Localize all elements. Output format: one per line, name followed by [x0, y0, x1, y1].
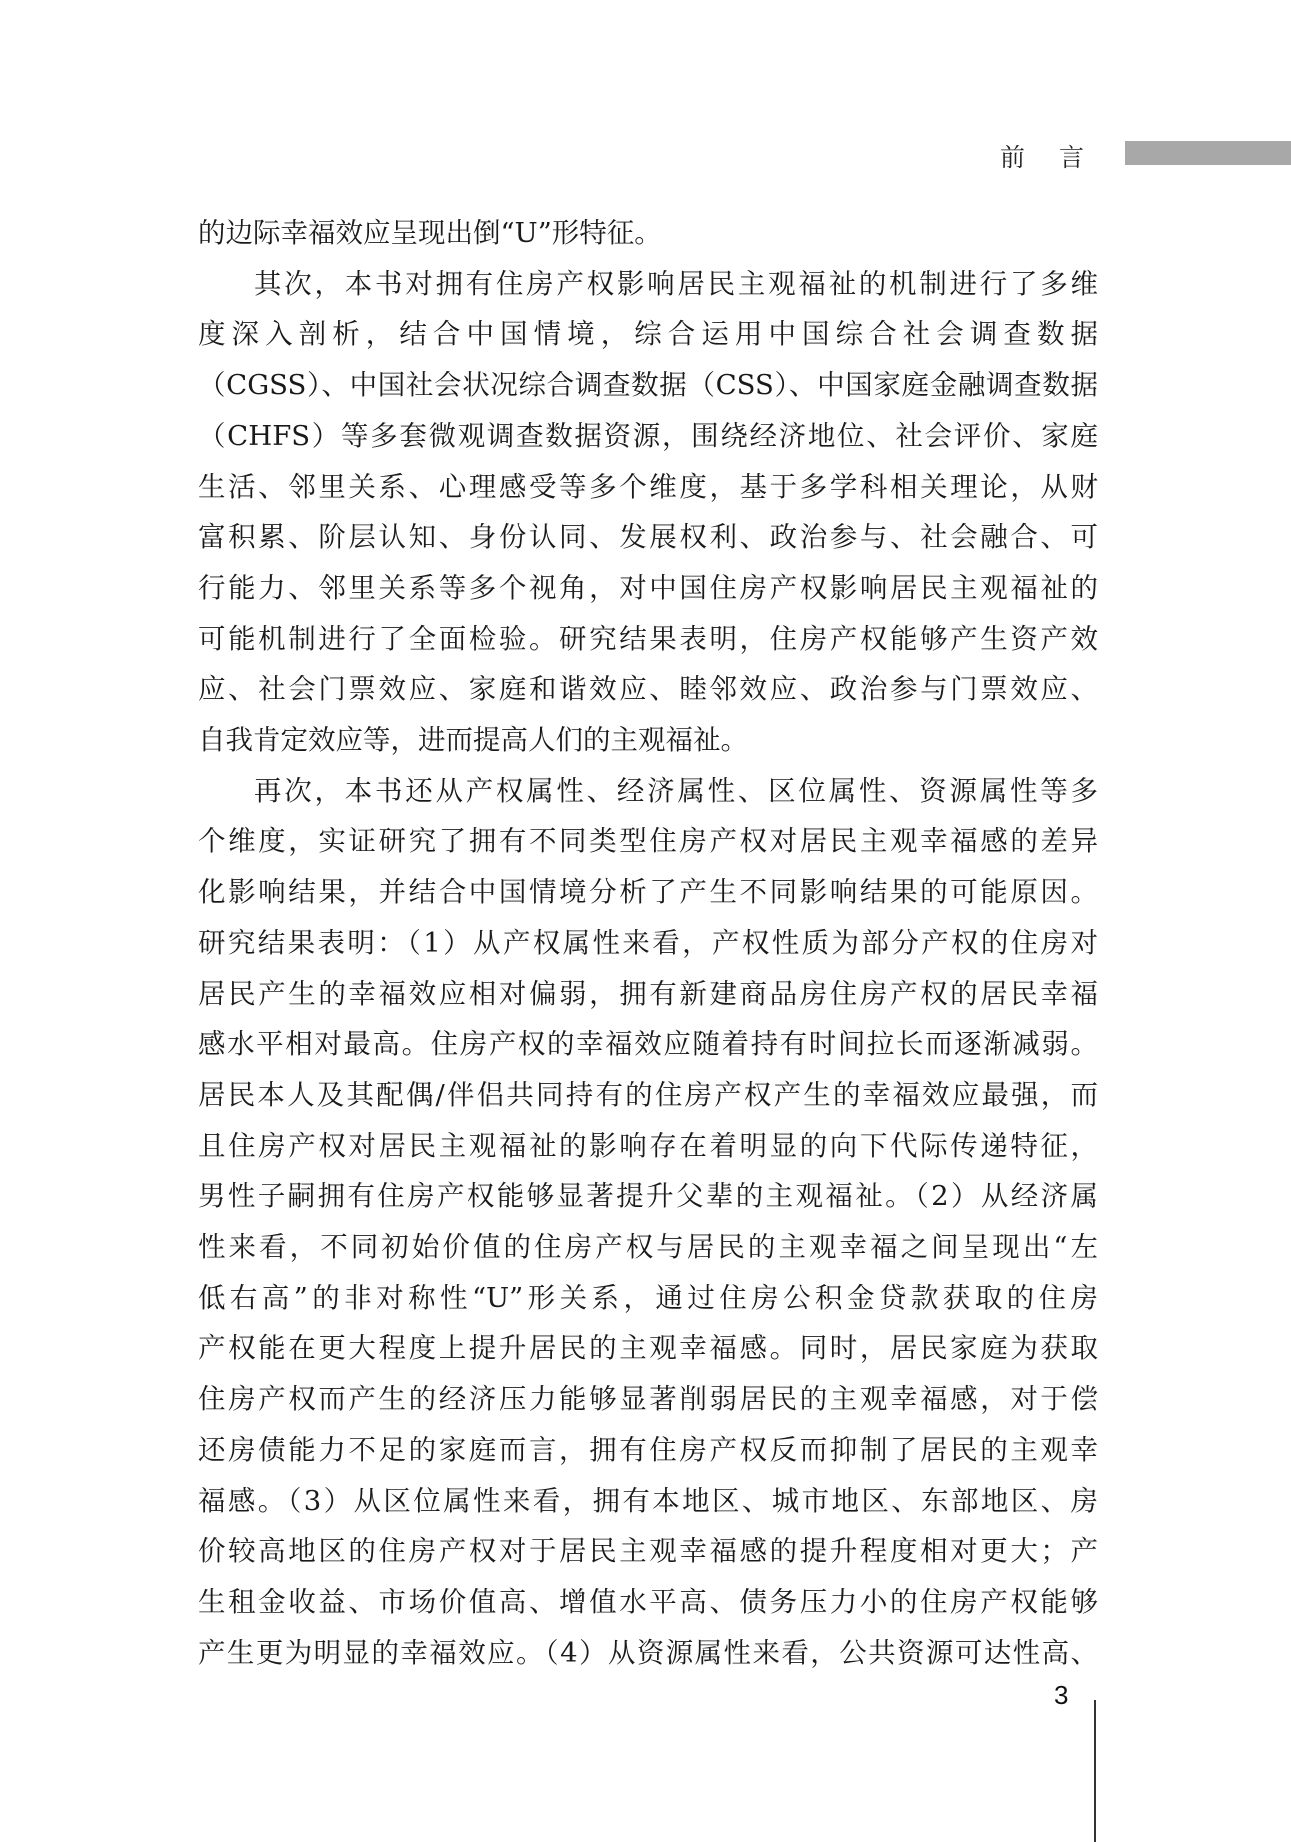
text-line: 自我肯定效应等，进而提高人们的主观福祉。 [198, 724, 748, 757]
text-line: 居民本人及其配偶/伴侣共同持有的住房产权产生的幸福效应最强，而 [198, 1078, 1098, 1111]
text-line: 可能机制进行了全面检验。研究结果表明，住房产权能够产生资产效 [198, 622, 1098, 655]
page-number-rule [1094, 1700, 1096, 1842]
text-line: 福感。（3）从区位属性来看，拥有本地区、城市地区、东部地区、房 [198, 1484, 1098, 1517]
text-line: 还房债能力不足的家庭而言，拥有住房产权反而抑制了居民的主观幸 [198, 1433, 1098, 1466]
text-line: 的边际幸福效应呈现出倒“U”形特征。 [198, 217, 662, 249]
paragraph-start-line: 再次，本书还从产权属性、经济属性、区位属性、资源属性等多 [254, 774, 1098, 807]
text-line: 低右高”的非对称性“U”形关系，通过住房公积金贷款获取的住房 [198, 1281, 1098, 1314]
text-line: 产生更为明显的幸福效应。（4）从资源属性来看，公共资源可达性高、 [198, 1636, 1098, 1669]
text-line: 个维度，实证研究了拥有不同类型住房产权对居民主观幸福感的差异 [198, 825, 1098, 858]
text-line: 行能力、邻里关系等多个视角，对中国住房产权影响居民主观福祉的 [198, 571, 1098, 604]
text-line: 应、社会门票效应、家庭和谐效应、睦邻效应、政治参与门票效应、 [198, 673, 1098, 706]
body-text [198, 208, 1098, 1678]
text-line: 且住房产权对居民主观福祉的影响存在着明显的向下代际传递特征， [198, 1129, 1098, 1162]
text-line: 价较高地区的住房产权对于居民主观幸福感的提升程度相对更大；产 [198, 1535, 1098, 1568]
text-line: （CHFS）等多套微观调查数据资源，围绕经济地位、社会评价、家庭 [198, 419, 1098, 452]
text-line: （CGSS）、中国社会状况综合调查数据（CSS）、中国家庭金融调查数据 [198, 369, 1098, 402]
text-line: 度深入剖析，结合中国情境，综合运用中国综合社会调查数据 [198, 318, 1098, 351]
text-line: 生活、邻里关系、心理感受等多个维度，基于多学科相关理论，从财 [198, 470, 1098, 503]
paragraph-start-line: 其次，本书对拥有住房产权影响居民主观福祉的机制进行了多维 [254, 267, 1098, 300]
running-header-title: 前言 [1000, 143, 1119, 172]
text-line: 感水平相对最高。住房产权的幸福效应随着持有时间拉长而逐渐减弱。 [198, 1028, 1098, 1061]
text-line: 化影响结果，并结合中国情境分析了产生不同影响结果的可能原因。 [198, 876, 1098, 909]
text-line: 生租金收益、市场价值高、增值水平高、债务压力小的住房产权能够 [198, 1585, 1098, 1618]
text-line: 富积累、阶层认知、身份认同、发展权利、政治参与、社会融合、可 [198, 521, 1098, 554]
page-number: 3 [1054, 1680, 1069, 1710]
text-line: 性来看，不同初始价值的住房产权与居民的主观幸福之间呈现出“左 [198, 1231, 1098, 1264]
text-line: 男性子嗣拥有住房产权能够显著提升父辈的主观福祉。（2）从经济属 [198, 1180, 1098, 1213]
text-line: 住房产权而产生的经济压力能够显著削弱居民的主观幸福感，对于偿 [198, 1383, 1098, 1416]
text-line: 研究结果表明：（1）从产权属性来看，产权性质为部分产权的住房对 [198, 926, 1098, 959]
text-line: 产权能在更大程度上提升居民的主观幸福感。同时，居民家庭为获取 [198, 1332, 1098, 1365]
running-header-bar [1125, 141, 1291, 165]
text-line: 居民产生的幸福效应相对偏弱，拥有新建商品房住房产权的居民幸福 [198, 977, 1098, 1010]
